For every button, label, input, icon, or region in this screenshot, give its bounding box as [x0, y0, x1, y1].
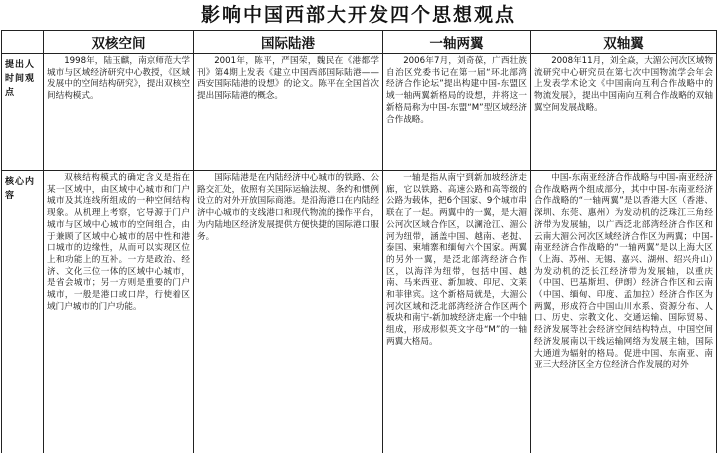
- table-cell: 2008年11月，刘全焱，大湄公河次区域物流研究中心研究员在第七次中国物流学会年会上发表学术论文《中国南向互利合作战略中的物流发展》，提出中国南向互利合作战略的双轴翼空间发展战略。: [531, 54, 717, 171]
- table-cell: 中国-东南亚经济合作战略与中国-南亚经济合作战略两个组成部分，其中中国-东南亚经济合作战略的“一轴两翼”是以香港大区（香港、深圳、东莞、惠州）为发动机的泛珠江三角经济带为发展轴，以广西泛北部湾经济合作区和云南大湄公河次区域经济合作区为两翼；中国-南亚经济合作战略的“一轴两翼”是以上海大区（上海、苏州、无锡、嘉兴、湖州、绍兴舟山）为发动机的泛长江经济带为发展轴，以重庆（中国、巴基斯坦、伊朗）经济合作区和云南（中国、缅甸、印度、孟加拉）经济合作区为两翼，形成符合中国山川水系、资源分布、人口、历史、宗教文化、交通运输、国际贸易、经济发展等社会经济空间结构特点，中国空间经济发展南以干线运输网络为发展主轴，国际大通道为辐射的格局。促进中国、东南亚、南亚三大经济区全方位经济合作发展的对外: [531, 171, 717, 453]
- row-label-proposer: 提出人时间观点: [2, 54, 44, 171]
- corner-cell: [2, 31, 44, 54]
- table-cell: 一轴是指从南宁到新加坡经济走廊，它以铁路、高速公路和高等级的公路为载体，把6个国家、9个城市串联在了一起。两翼中的一翼，是大湄公河次区域合作区，以澜沧江、湄公河为纽带，涵盖中国、越南、老挝、泰国、柬埔寨和缅甸六个国家。两翼的另外一翼，是泛北部湾经济合作区，以海洋为纽带，包括中国、越南、马来西亚、新加坡、印尼、文莱和菲律宾。这个新格局就是，大湄公河次区域和泛北部湾经济合作区两个板块和南宁-新加坡经济走廊一个中轴组成，形成形似英文字母“M”的一轴两翼大格局。: [383, 171, 531, 453]
- table-cell: 1998年，陆玉麒，南京师范大学城市与区域经济研究中心教授，《区域发展中的空间结构研究》，提出双核空间结构模式。: [44, 54, 194, 171]
- table-cell: 国际陆港是在内陆经济中心城市的铁路、公路交汇处，依照有关国际运输法规、条约和惯例设立的对外开放国际商港。是沿海港口在内陆经济中心城市的支线港口和现代物流的操作平台，为内陆地区经济发展提供方便快捷的国际港口服务。: [194, 171, 383, 453]
- header-row: [2, 31, 717, 54]
- table-cell: 2006年7月，刘奇葆，广西壮族自治区党委书记在第一届“环北部湾经济合作论坛”提出构建中国-东盟区域一轴两翼新格局的设想，并将这一新格局称为中国-东盟“M”型区域经济合作战略。: [383, 54, 531, 171]
- column-header-dual-core: 双核空间: [44, 31, 194, 54]
- table-row: [2, 54, 717, 171]
- comparison-table: [1, 30, 717, 453]
- page-title: 影响中国西部大开发四个思想观点: [200, 4, 516, 26]
- column-header-dual-axis-wing: 双轴翼: [531, 31, 717, 54]
- column-header-inland-port: 国际陆港: [194, 31, 383, 54]
- table-cell: 2001年，陈平，严国荣，魏民在《港都学刊》第4期上发表《建立中国西部国际陆港——西安国际陆港的设想》的论文。陈平在全国首次提出国际陆港的概念。: [194, 54, 383, 171]
- column-header-one-axis-two-wings: 一轴两翼: [383, 31, 531, 54]
- table-cell: 双核结构模式的确定含义是指在某一区域中，由区域中心城市和门户城市及其连线所组成的一种空间结构现象。从机理上考察，它导源于门户城市与区域中心城市的空间组合，由于兼顾了区域中心城市的居中性和港口城市的边缘性，从而可以实现区位上和功能上的互补。一方是政治、经济、文化三位一体的区域中心城市，是省会城市；另一方则是重要的门户城市，一般是港口或口岸，行使着区域门户城市的门户功能。: [44, 171, 194, 453]
- table-row: [2, 171, 717, 453]
- row-label-core-content: 核心内容: [2, 171, 44, 453]
